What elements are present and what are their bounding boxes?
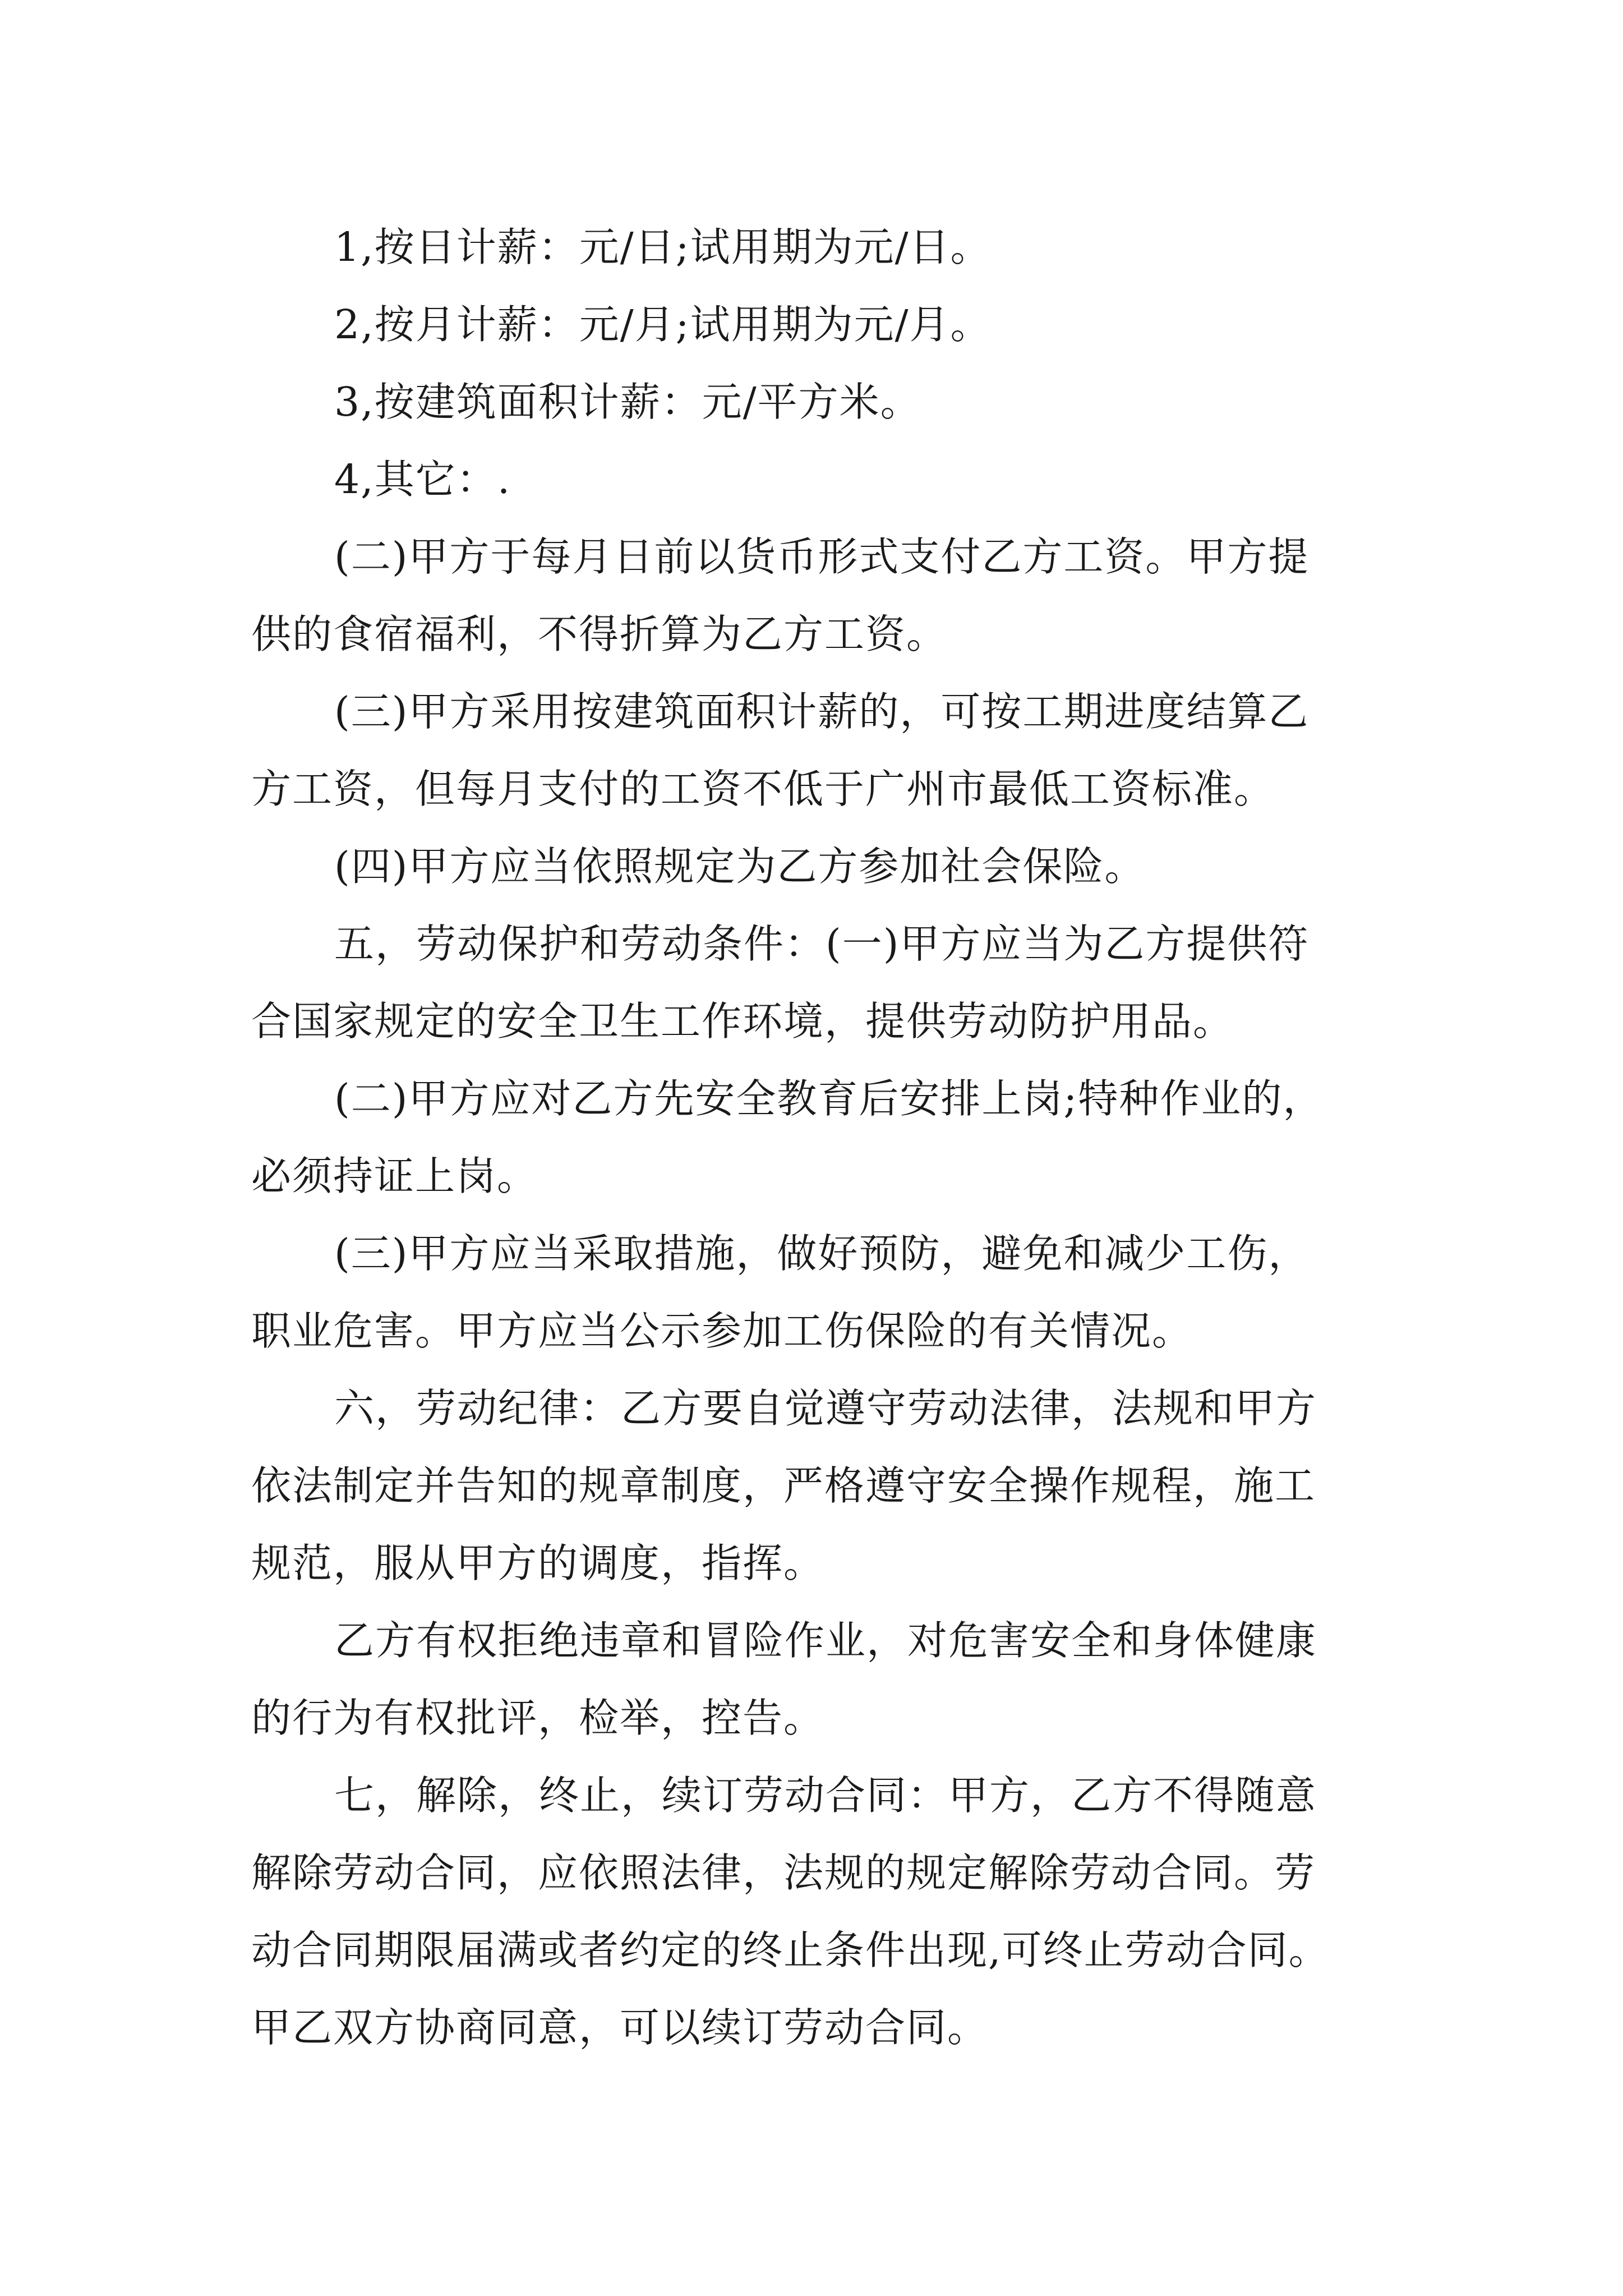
text-line: 职业危害。甲方应当公示参加工伤保险的有关情况。 (251, 1308, 1193, 1354)
text-line: 供的食宿福利，不得折算为乙方工资。 (251, 611, 948, 657)
document-body (251, 209, 1390, 2067)
text-line: 合国家规定的安全卫生工作环境，提供劳动防护用品。 (251, 998, 1234, 1045)
text-line: 必须持证上岗。 (251, 1153, 538, 1199)
text-line: 七，解除，终止，续订劳动合同：甲方，乙方不得随意 (334, 1772, 1317, 1819)
text-line: 规范，服从甲方的调度，指挥。 (251, 1540, 825, 1586)
text-line: 解除劳动合同，应依照法律，法规的规定解除劳动合同。劳 (251, 1849, 1316, 1896)
text-line: (四)甲方应当依照规定为乙方参加社会保险。 (334, 843, 1146, 890)
text-line: 1,按日计薪：元/日;试用期为元/日。 (334, 224, 992, 270)
text-line: 2,按月计薪：元/月;试用期为元/月。 (334, 301, 992, 348)
text-line: 乙方有权拒绝违章和冒险作业，对危害安全和身体健康 (334, 1617, 1317, 1664)
text-line: 动合同期限届满或者约定的终止条件出现,可终止劳动合同。 (251, 1927, 1330, 1973)
text-line: 4,其它：. (334, 456, 511, 503)
text-line: (三)甲方应当采取措施，做好预防，避免和减少工伤， (334, 1230, 1310, 1277)
text-line: 甲乙双方协商同意，可以续订劳动合同。 (251, 2004, 989, 2051)
text-line: 六，劳动纪律：乙方要自觉遵守劳动法律，法规和甲方 (334, 1385, 1317, 1432)
text-line: 五，劳动保护和劳动条件：(一)甲方应当为乙方提供符 (334, 921, 1310, 967)
text-line: (三)甲方采用按建筑面积计薪的，可按工期进度结算乙 (334, 688, 1310, 735)
text-line: 依法制定并告知的规章制度，严格遵守安全操作规程，施工 (251, 1462, 1316, 1509)
text-line: 的行为有权批评，检举，控告。 (251, 1695, 825, 1741)
text-line: 3,按建筑面积计薪：元/平方米。 (334, 379, 921, 425)
text-line: (二)甲方于每月日前以货币形式支付乙方工资。甲方提 (334, 533, 1310, 580)
text-line: (二)甲方应对乙方先安全教育后安排上岗;特种作业的， (334, 1075, 1324, 1122)
text-line: 方工资，但每月支付的工资不低于广州市最低工资标准。 (251, 766, 1275, 812)
